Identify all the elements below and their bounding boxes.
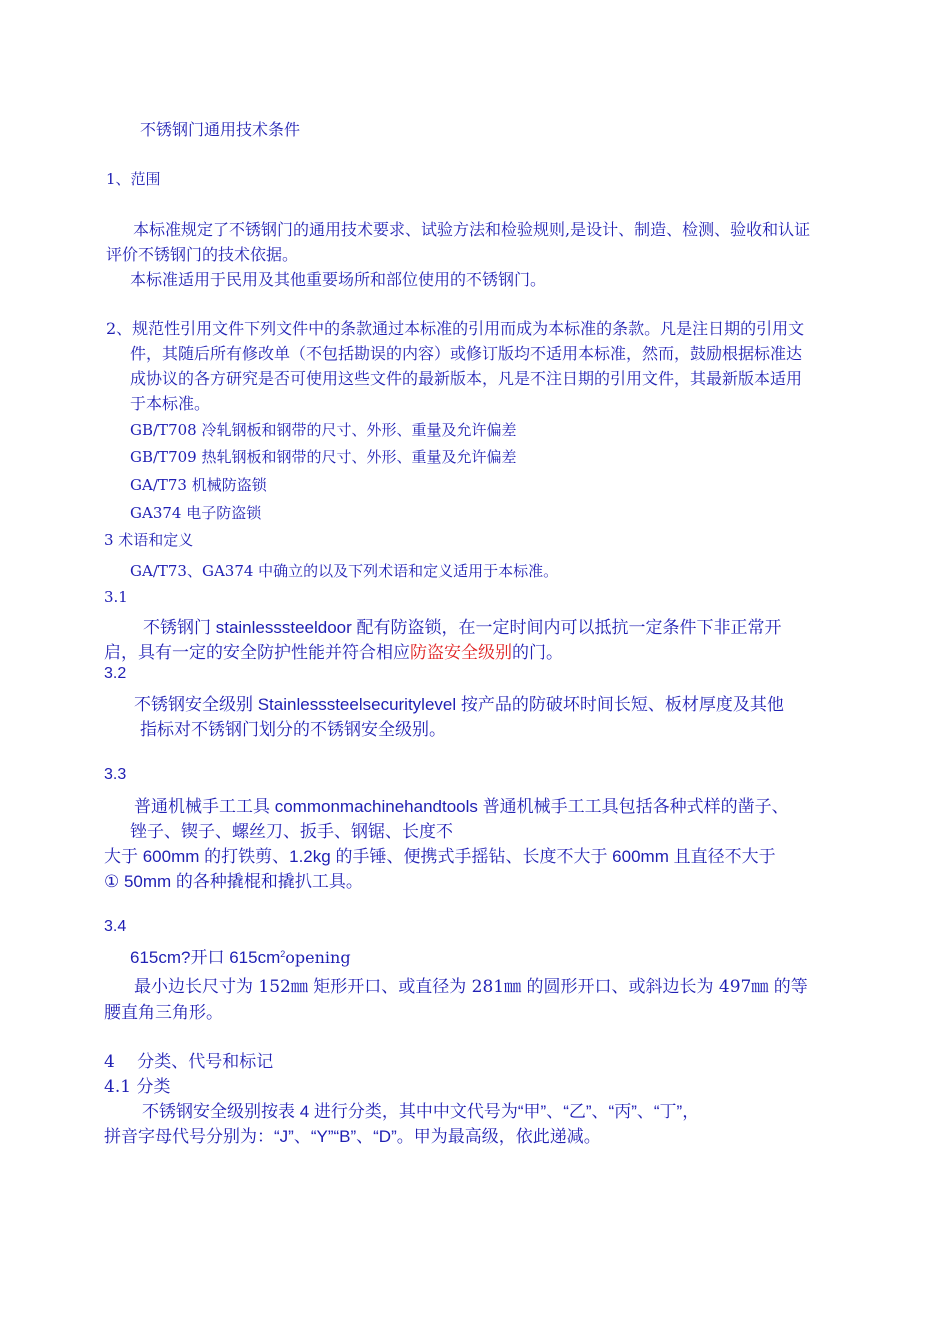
security-level-highlight: 防盗安全级别 [410, 643, 512, 662]
term-3-1-line-2 [104, 638, 563, 663]
section-2-line-2: 件，其随后所有修改单（不包括勘误的内容）或修订版均不适用本标准，然而，鼓励根据标准达 [130, 344, 803, 363]
section-2-line-1: 2、规范性引用文件下列文件中的条款通过本标准的引用而成为本标准的条款。凡是注日期的引用文 [106, 319, 805, 338]
term-3-4-number: 3.4 [104, 918, 127, 935]
section-1-para-2: 本标准适用于民用及其他重要场所和部位使用的不锈钢门。 [130, 270, 547, 289]
section-4-1-line-2: 拼音字母代号分别为：“J”、“Y”“B”、“D”。甲为最高级，依此递减。 [104, 1127, 601, 1146]
section-3-intro: GA/T73、GA374 中确立的以及下列术语和定义适用于本标准。 [130, 562, 559, 580]
section-2-line-4: 于本标准。 [130, 394, 211, 413]
reference-item: GB/T708 冷轧钢板和钢带的尺寸、外形、重量及允许偏差 [130, 421, 517, 439]
term-3-4-line-3: 腰直角三角形。 [104, 1003, 223, 1023]
section-2-line-3: 成协议的各方研究是否可使用这些文件的最新版本，凡是不注日期的引用文件，其最新版本适用 [130, 369, 803, 388]
section-1-para-1-line-1: 本标准规定了不锈钢门的通用技术要求、试验方法和检验规则,是设计、制造、检测、验收和认证 [133, 220, 811, 239]
section-1-para-1-line-2: 评价不锈钢门的技术依据。 [106, 245, 299, 264]
term-3-3-line-4: ① 50mm 的各种撬棍和撬扒工具。 [104, 872, 363, 891]
term-3-3-line-3: 大于 600mm 的打铁剪、1.2kg 的手锤、便携式手摇钻、长度不大于 600mm 且直径不大于 [104, 847, 776, 866]
term-3-3-line-2: 锉子、锲子、螺丝刀、扳手、钢锯、长度不 [130, 822, 453, 841]
term-3-1-number: 3.1 [104, 588, 128, 606]
term-3-2-number: 3.2 [104, 665, 127, 682]
term-3-1-line-1: 不锈钢门 stainlesssteeldoor 配有防盗锁，在一定时间内可以抵抗一定条件下非正常开 [143, 618, 782, 637]
section-4-1-line-1: 不锈钢安全级别按表 4 进行分类，其中中文代号为“甲”、“乙”、“丙”、“丁”， [142, 1102, 700, 1121]
term-3-3-number: 3.3 [104, 766, 127, 783]
term-3-4-line-2: 最小边长尺寸为 152㎜ 矩形开口、或直径为 281㎜ 的圆形开口、或斜边长为 497㎜ 的等 [134, 977, 808, 997]
section-4-1-heading: 4.1 分类 [104, 1077, 171, 1097]
term-3-1-text-end: 的门。 [512, 643, 563, 662]
superscript-2: 2 [280, 949, 286, 959]
doc-title: 不锈钢门通用技术条件 [140, 120, 301, 139]
term-3-4-line-1 [130, 943, 351, 968]
term-3-2-line-2: 指标对不锈钢门划分的不锈钢安全级别。 [140, 720, 446, 739]
term-3-4-english: opening [285, 948, 351, 967]
section-4-heading: 4 分类、代号和标记 [104, 1052, 274, 1072]
reference-item: GB/T709 热轧钢板和钢带的尺寸、外形、重量及允许偏差 [130, 448, 517, 466]
reference-item: GA/T73 机械防盗锁 [130, 476, 267, 494]
term-3-2-line-1: 不锈钢安全级别 Stainlesssteelsecuritylevel 按产品的防破坏时间长短、板材厚度及其他 [134, 695, 784, 714]
term-3-4-title: 615cm?开口 615cm [130, 948, 281, 967]
section-1-heading: 1、范围 [106, 170, 161, 188]
reference-item: GA374 电子防盗锁 [130, 504, 262, 522]
term-3-1-text: 启，具有一定的安全防护性能并符合相应 [104, 643, 410, 662]
term-3-3-line-1: 普通机械手工工具 commonmachinehandtools 普通机械手工工具包括各种式样的凿子、 [134, 797, 789, 816]
section-3-heading: 3 术语和定义 [104, 531, 194, 549]
